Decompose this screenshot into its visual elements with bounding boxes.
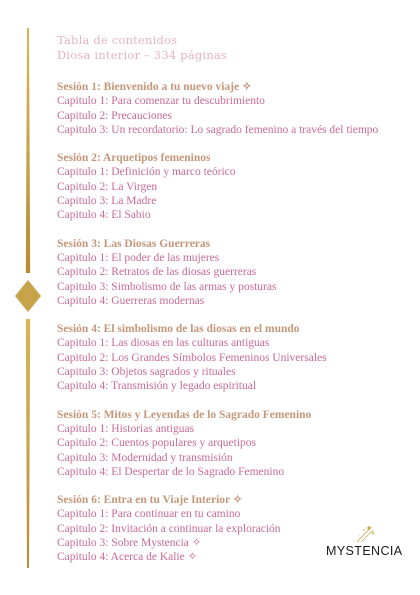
chapter-item: Capitulo 2: Retratos de las diosas guerreras bbox=[57, 266, 257, 279]
chapter-item: Capitulo 3: Objetos sagrados y rituales bbox=[57, 366, 236, 379]
section-title: Sesión 4: El simbolismo de las diosas en el mundo bbox=[57, 323, 300, 336]
chapter-item: Capitulo 3: Sobre Mystencia ✧ bbox=[57, 537, 202, 550]
chapter-item: Capitulo 3: Modernidad y transmisión bbox=[57, 451, 233, 464]
section-4 bbox=[57, 322, 412, 393]
chapter-item: Capitulo 3: Un recordatorio: Lo sagrado femenino a través del tiempo bbox=[57, 123, 379, 136]
chapter-item: Capitulo 4: El Despertar de lo Sagrado Femenino bbox=[57, 465, 285, 478]
section-title: Sesión 5: Mitos y Leyendas de lo Sagrado Femenino bbox=[57, 408, 312, 421]
section-title: Sesión 2: Arquetipos femeninos bbox=[57, 152, 211, 165]
section-title: Sesión 6: Entra en tu Viaje Interior ✧ bbox=[57, 494, 243, 507]
chapter-item: Capitulo 3: Simbolismo de las armas y posturas bbox=[57, 280, 277, 293]
section-3 bbox=[57, 237, 412, 308]
chapter-item: Capitulo 4: Acerca de Kalie ✧ bbox=[57, 551, 198, 564]
section-title: Sesión 1: Bienvenido a tu nuevo viaje ✧ bbox=[57, 81, 252, 93]
chapter-item: Capitulo 2: Precauciones bbox=[57, 109, 172, 122]
chapter-item: Capitulo 4: Guerreras modernas bbox=[57, 294, 205, 307]
section-2 bbox=[57, 151, 412, 222]
mystencia-logo bbox=[326, 524, 406, 564]
gold-line-diamond-ornament bbox=[8, 28, 48, 568]
page-title: Tabla de contenidos bbox=[57, 33, 178, 47]
chapter-item: Capitulo 1: Historias antiguas bbox=[57, 422, 195, 435]
chapter-item: Capitulo 4: Transmisión y legado espiritual bbox=[57, 380, 257, 393]
chapter-item: Capitulo 3: La Madre bbox=[57, 195, 157, 208]
chapter-item: Capitulo 1: Las diosas en las culturas antiguas bbox=[57, 337, 270, 350]
section-1 bbox=[57, 80, 412, 137]
chapter-item: Capitulo 4: El Sabio bbox=[57, 209, 151, 222]
chapter-item: Capitulo 1: Para comenzar tu descubrimiento bbox=[57, 95, 265, 108]
chapter-item: Capitulo 2: Los Grandes Símbolos Femeninos Universales bbox=[57, 351, 327, 364]
chapter-item: Capitulo 2: La Virgen bbox=[57, 180, 158, 193]
chapter-item: Capitulo 1: Definición y marco teórico bbox=[57, 166, 236, 179]
page-subtitle: Diosa interior – 334 páginas bbox=[57, 48, 228, 62]
chapter-item: Capitulo 2: Cuentos populares y arquetipos bbox=[57, 437, 256, 450]
logo-text: MYSTENCIA bbox=[326, 544, 403, 558]
section-5 bbox=[57, 408, 412, 479]
chapter-item: Capitulo 1: Para continuar en tu camino bbox=[57, 508, 241, 521]
header bbox=[57, 33, 227, 63]
sparkle-stars-icon bbox=[354, 524, 376, 544]
table-of-contents bbox=[57, 80, 412, 565]
chapter-item: Capitulo 1: El poder de las mujeres bbox=[57, 251, 220, 264]
chapter-item: Capitulo 2: Invitación a continuar la exploración bbox=[57, 522, 281, 535]
section-title: Sesión 3: Las Diosas Guerreras bbox=[57, 237, 211, 250]
